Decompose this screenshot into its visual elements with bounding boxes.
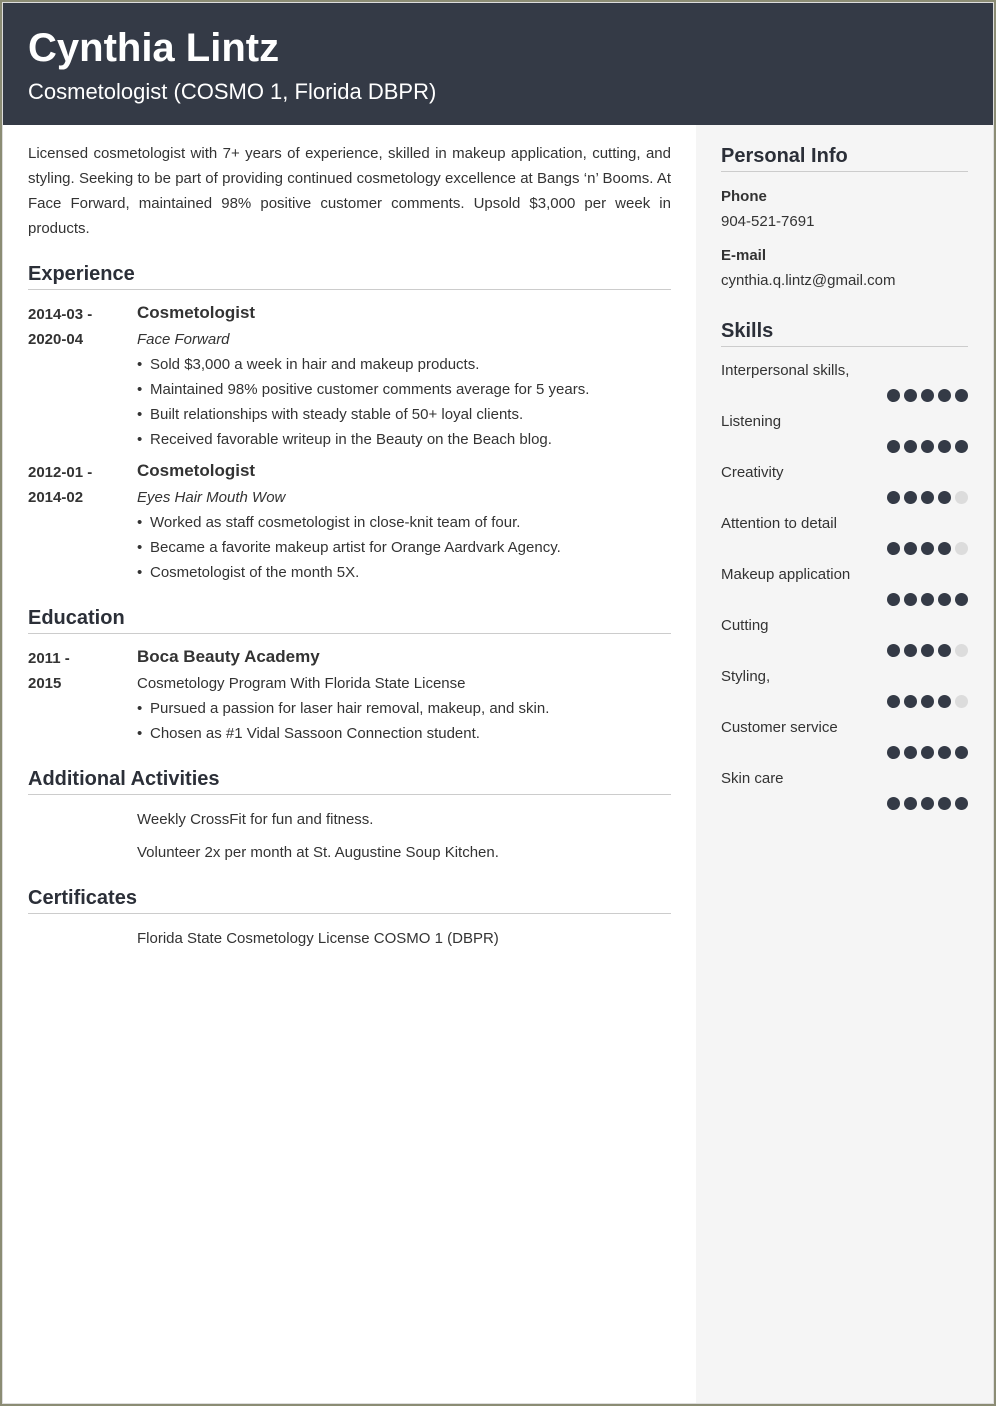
sidebar: [696, 125, 993, 1403]
bullet: • Built relationships with steady stable of 50+ loyal clients.: [137, 402, 671, 427]
rating-dot-filled: [938, 542, 951, 555]
skill-name: Skin care: [721, 770, 784, 787]
rating-dot-filled: [921, 389, 934, 402]
date-end: 2015: [28, 675, 62, 692]
rating-dot-filled: [955, 797, 968, 810]
skill-rating: [721, 593, 968, 606]
rating-dot-filled: [887, 440, 900, 453]
bullet: • Became a favorite makeup artist for Orange Aardvark Agency.: [137, 535, 671, 560]
bullet: • Cosmetologist of the month 5X.: [137, 560, 671, 585]
experience-heading: Experience: [28, 263, 671, 290]
rating-dot-filled: [904, 644, 917, 657]
skill-rating: [721, 440, 968, 453]
header: [3, 3, 993, 125]
rating-dot-filled: [887, 797, 900, 810]
rating-dot-empty: [955, 695, 968, 708]
education-entry: [28, 646, 671, 746]
bullet: • Pursued a passion for laser hair removal, makeup, and skin.: [137, 696, 671, 721]
bullet: • Sold $3,000 a week in hair and makeup products.: [137, 352, 671, 377]
skill-rating: [721, 491, 968, 504]
summary: Licensed cosmetologist with 7+ years of experience, skilled in makeup application, cutting, and styling. Seeking to be part of providing continued cosmetology excellence at Bangs ‘n’ Booms. At Face Forward, maintained 98% positive customer comments. Upsold $3,000 per week in products.: [28, 145, 671, 237]
rating-dot-filled: [938, 389, 951, 402]
rating-dot-filled: [887, 746, 900, 759]
skill-name: Makeup application: [721, 566, 851, 583]
activity-item: Volunteer 2x per month at St. Augustine Soup Kitchen.: [137, 844, 499, 861]
employer: Eyes Hair Mouth Wow: [137, 489, 286, 506]
skill-name: Styling,: [721, 668, 771, 685]
personal-info-heading: Personal Info: [721, 145, 968, 172]
date-end: 2014-02: [28, 489, 84, 506]
date-end: 2020-04: [28, 331, 84, 348]
school-name: Boca Beauty Academy: [137, 647, 320, 666]
skill-item: [721, 667, 968, 708]
skill-name: Cutting: [721, 617, 769, 634]
skill-item: [721, 361, 968, 402]
skill-rating: [721, 389, 968, 402]
bullet: • Worked as staff cosmetologist in close-knit team of four.: [137, 510, 671, 535]
job-title: Cosmetologist (COSMO 1, Florida DBPR): [28, 79, 437, 104]
skill-name: Attention to detail: [721, 515, 837, 532]
rating-dot-filled: [904, 797, 917, 810]
role-title: Cosmetologist: [137, 461, 256, 480]
bullet: • Chosen as #1 Vidal Sassoon Connection student.: [137, 721, 671, 746]
rating-dot-filled: [955, 593, 968, 606]
skill-item: [721, 412, 968, 453]
employer: Face Forward: [137, 331, 230, 348]
activity-item: Weekly CrossFit for fun and fitness.: [137, 811, 374, 828]
skill-item: [721, 616, 968, 657]
entry-body: [137, 646, 671, 746]
rating-dot-filled: [887, 491, 900, 504]
skill-item: [721, 463, 968, 504]
resume: [2, 2, 994, 1404]
date-start: 2014-03 -: [28, 306, 93, 323]
rating-dot-filled: [887, 644, 900, 657]
entry-body: [137, 460, 671, 585]
rating-dot-empty: [955, 542, 968, 555]
rating-dot-filled: [904, 695, 917, 708]
rating-dot-filled: [904, 491, 917, 504]
skill-name: Listening: [721, 413, 782, 430]
email-value: cynthia.q.lintz@gmail.com: [721, 272, 896, 289]
rating-dot-filled: [921, 593, 934, 606]
skill-rating: [721, 746, 968, 759]
rating-dot-filled: [887, 389, 900, 402]
entry-dates: [28, 460, 137, 585]
rating-dot-filled: [904, 542, 917, 555]
phone-value: 904-521-7691: [721, 213, 815, 230]
rating-dot-filled: [921, 797, 934, 810]
skill-item: [721, 718, 968, 759]
date-start: 2011 -: [28, 650, 70, 667]
activities-heading: Additional Activities: [28, 768, 671, 795]
rating-dot-filled: [955, 746, 968, 759]
bullet-list: [137, 510, 671, 585]
date-start: 2012-01 -: [28, 464, 93, 481]
entry-dates: [28, 646, 137, 746]
rating-dot-filled: [938, 593, 951, 606]
rating-dot-filled: [921, 542, 934, 555]
skill-rating: [721, 644, 968, 657]
experience-entry: [28, 302, 671, 452]
phone-label: Phone: [721, 188, 767, 205]
program: Cosmetology Program With Florida State License: [137, 675, 466, 692]
rating-dot-filled: [887, 542, 900, 555]
rating-dot-filled: [921, 746, 934, 759]
skill-item: [721, 514, 968, 555]
certificates-heading: Certificates: [28, 887, 671, 914]
rating-dot-filled: [904, 389, 917, 402]
entry-body: [137, 302, 671, 452]
rating-dot-filled: [921, 491, 934, 504]
bullet: • Maintained 98% positive customer comments average for 5 years.: [137, 377, 671, 402]
rating-dot-filled: [904, 593, 917, 606]
skill-name: Interpersonal skills,: [721, 362, 850, 379]
skill-name: Customer service: [721, 719, 838, 736]
rating-dot-filled: [921, 440, 934, 453]
skills-heading: Skills: [721, 320, 968, 347]
rating-dot-filled: [955, 440, 968, 453]
rating-dot-filled: [955, 389, 968, 402]
rating-dot-filled: [921, 695, 934, 708]
bullet-list: [137, 696, 671, 746]
rating-dot-filled: [904, 440, 917, 453]
skill-name: Creativity: [721, 464, 784, 481]
rating-dot-filled: [938, 746, 951, 759]
rating-dot-filled: [938, 491, 951, 504]
bullet: • Received favorable writeup in the Beauty on the Beach blog.: [137, 427, 671, 452]
main-column: [28, 125, 671, 959]
skill-rating: [721, 542, 968, 555]
rating-dot-empty: [955, 644, 968, 657]
skill-item: [721, 565, 968, 606]
certificate-item: Florida State Cosmetology License COSMO 1 (DBPR): [137, 930, 499, 947]
rating-dot-filled: [887, 593, 900, 606]
rating-dot-filled: [938, 797, 951, 810]
rating-dot-filled: [887, 695, 900, 708]
rating-dot-filled: [921, 644, 934, 657]
skill-rating: [721, 797, 968, 810]
education-heading: Education: [28, 607, 671, 634]
name: Cynthia Lintz: [28, 26, 280, 70]
rating-dot-filled: [938, 440, 951, 453]
rating-dot-empty: [955, 491, 968, 504]
experience-entry: [28, 460, 671, 585]
skill-item: [721, 769, 968, 810]
skill-rating: [721, 695, 968, 708]
email-label: E-mail: [721, 247, 767, 264]
rating-dot-filled: [938, 695, 951, 708]
rating-dot-filled: [904, 746, 917, 759]
entry-dates: [28, 302, 137, 452]
rating-dot-filled: [938, 644, 951, 657]
bullet-list: [137, 352, 671, 452]
role-title: Cosmetologist: [137, 303, 256, 322]
